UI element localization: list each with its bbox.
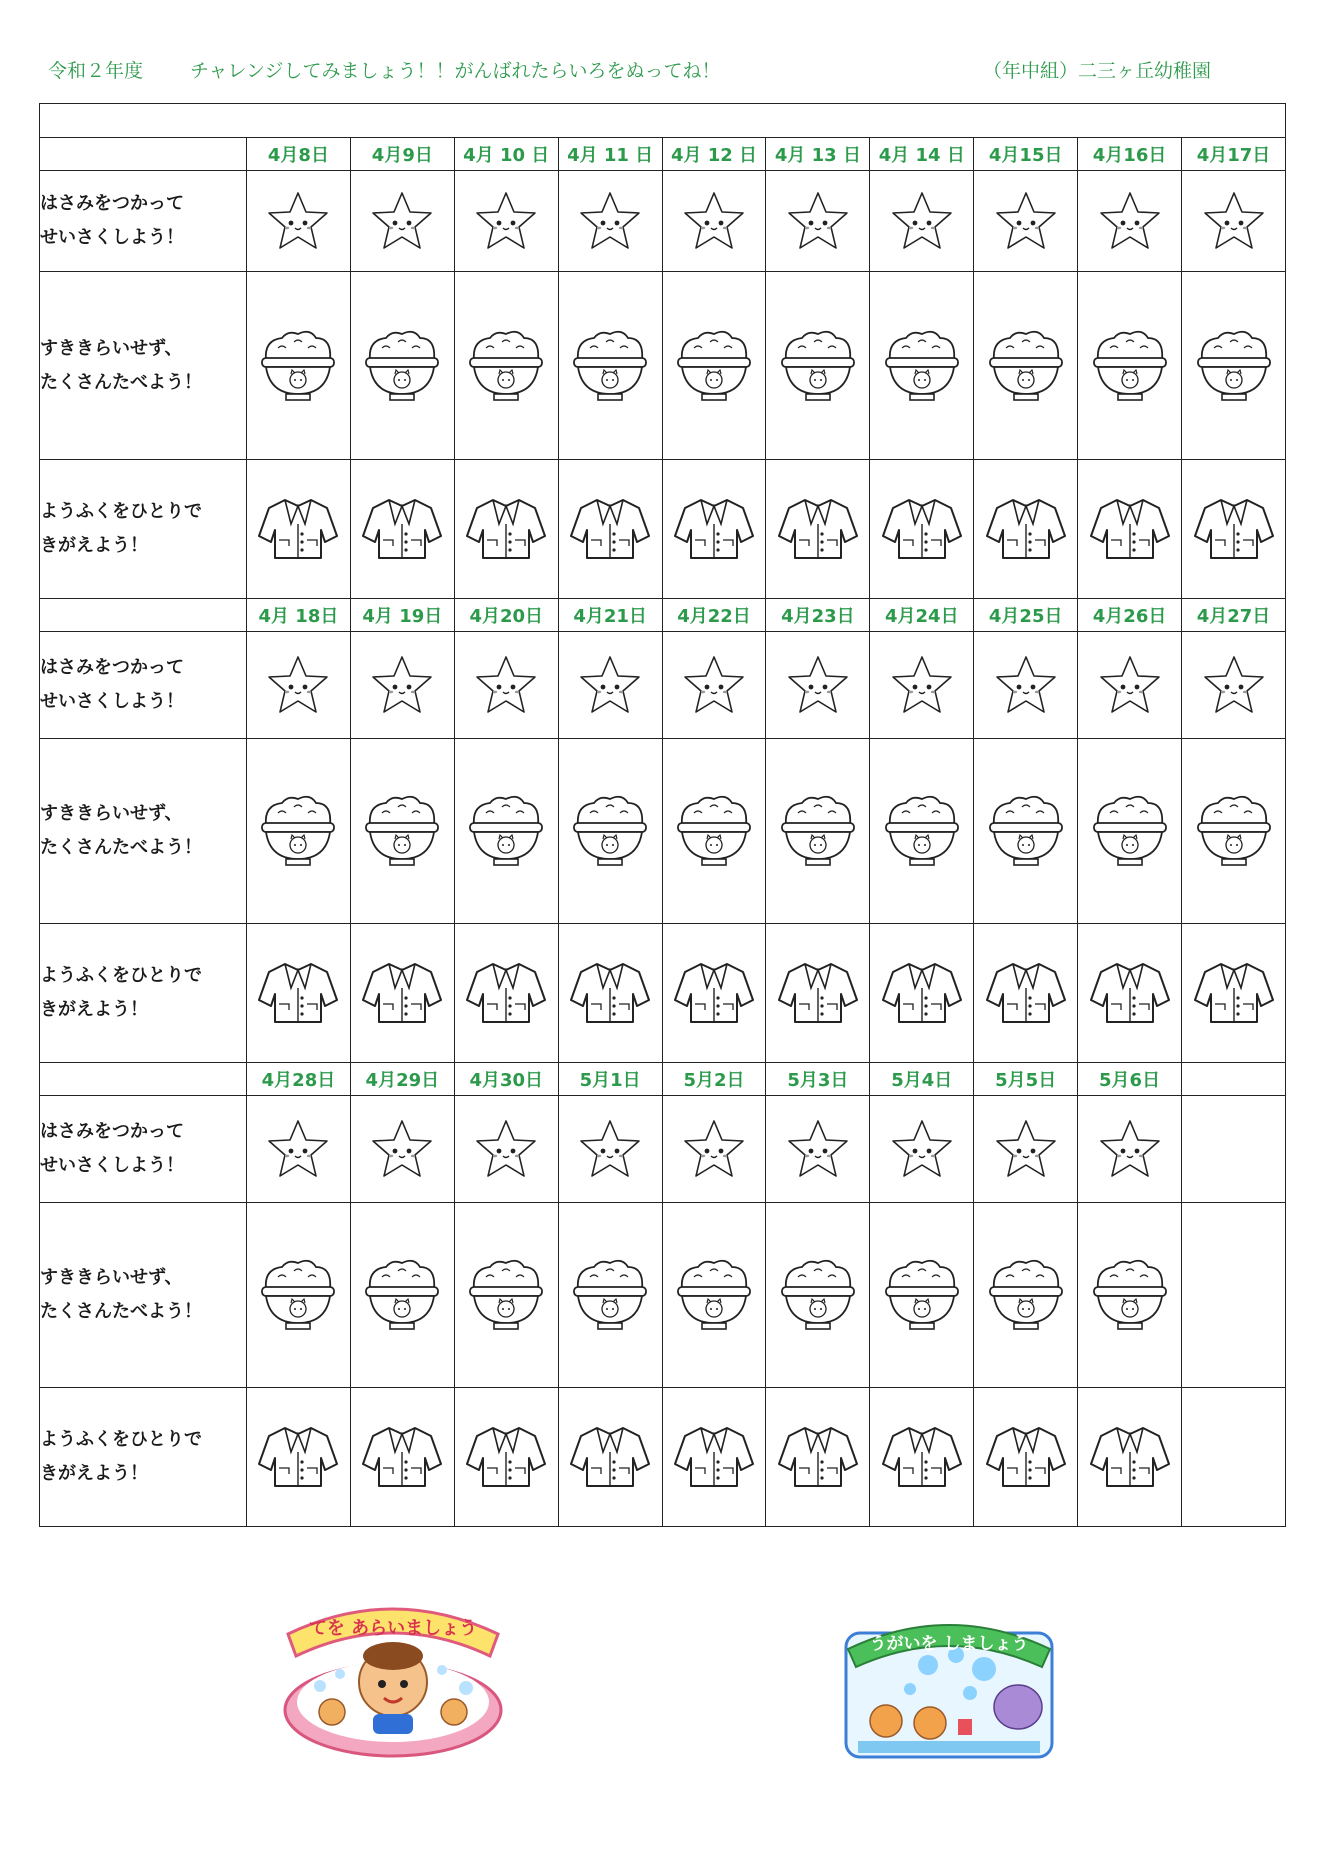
task-row-eat xyxy=(40,1203,1286,1388)
rice-bowl-icon xyxy=(1090,326,1170,406)
color-in-cell[interactable] xyxy=(350,1203,454,1388)
jacket-icon xyxy=(257,960,339,1026)
blank-header-row xyxy=(40,104,1286,138)
star-icon xyxy=(786,190,850,252)
color-in-cell[interactable] xyxy=(247,1096,351,1203)
star-icon xyxy=(578,1118,642,1180)
task-label-line: たくさんたべよう！ xyxy=(40,371,202,393)
jacket-icon xyxy=(985,960,1067,1026)
task-row-eat xyxy=(40,739,1286,924)
color-in-cell[interactable] xyxy=(1078,739,1182,924)
jacket-icon xyxy=(881,1424,963,1490)
star-icon xyxy=(786,654,850,716)
star-icon xyxy=(1202,190,1266,252)
jacket-icon xyxy=(1089,496,1171,562)
task-label-dress xyxy=(40,924,247,1063)
jacket-icon xyxy=(257,1424,339,1490)
date-cell: 4月8日 xyxy=(247,138,351,171)
jacket-icon xyxy=(985,496,1067,562)
color-in-cell[interactable] xyxy=(350,1388,454,1527)
color-in-cell[interactable] xyxy=(766,924,870,1063)
color-in-cell[interactable] xyxy=(974,171,1078,272)
rice-bowl-icon xyxy=(1090,1255,1170,1335)
color-in-cell[interactable] xyxy=(662,272,766,460)
color-in-cell[interactable] xyxy=(870,632,974,739)
rice-bowl-icon xyxy=(466,791,546,871)
date-cell: 5月4日 xyxy=(870,1063,974,1096)
date-cell: 4月22日 xyxy=(662,599,766,632)
rice-bowl-icon xyxy=(674,1255,754,1335)
star-icon xyxy=(578,190,642,252)
star-icon xyxy=(890,654,954,716)
rice-bowl-icon xyxy=(362,791,442,871)
task-label-scissors xyxy=(40,1096,247,1203)
color-in-cell[interactable] xyxy=(766,739,870,924)
date-cell: 4月 12 日 xyxy=(662,138,766,171)
color-in-cell[interactable] xyxy=(558,1096,662,1203)
date-cell xyxy=(1182,1063,1286,1096)
color-in-cell xyxy=(1182,1203,1286,1388)
color-in-cell[interactable] xyxy=(662,1388,766,1527)
color-in-cell[interactable] xyxy=(662,1096,766,1203)
date-cell: 4月29日 xyxy=(350,1063,454,1096)
handwash-badge xyxy=(280,1590,506,1762)
color-in-cell[interactable] xyxy=(870,924,974,1063)
color-in-cell[interactable] xyxy=(766,1203,870,1388)
color-in-cell[interactable] xyxy=(454,171,558,272)
color-in-cell[interactable] xyxy=(766,1096,870,1203)
color-in-cell[interactable] xyxy=(454,272,558,460)
date-cell: 4月26日 xyxy=(1078,599,1182,632)
rice-bowl-icon xyxy=(258,791,338,871)
star-icon xyxy=(474,190,538,252)
jacket-icon xyxy=(777,960,859,1026)
date-row xyxy=(40,1063,1286,1096)
task-label-line: せいさくしよう！ xyxy=(40,227,184,248)
color-in-cell xyxy=(1182,1388,1286,1527)
jacket-icon xyxy=(1089,960,1171,1026)
color-in-cell[interactable] xyxy=(247,924,351,1063)
rice-bowl-icon xyxy=(882,326,962,406)
star-icon xyxy=(994,1118,1058,1180)
date-row xyxy=(40,138,1286,171)
jacket-icon xyxy=(777,1424,859,1490)
color-in-cell[interactable] xyxy=(974,1096,1078,1203)
date-cell: 4月23日 xyxy=(766,599,870,632)
color-in-cell[interactable] xyxy=(870,1203,974,1388)
color-in-cell[interactable] xyxy=(350,460,454,599)
jacket-icon xyxy=(569,1424,651,1490)
rice-bowl-icon xyxy=(986,791,1066,871)
color-in-cell[interactable] xyxy=(247,1203,351,1388)
color-in-cell[interactable] xyxy=(870,171,974,272)
color-in-cell[interactable] xyxy=(247,171,351,272)
task-label-line: たくさんたべよう！ xyxy=(40,1301,202,1322)
task-label-line: はさみをつかって xyxy=(40,193,184,214)
date-cell: 4月 19日 xyxy=(350,599,454,632)
color-in-cell[interactable] xyxy=(1182,171,1286,272)
jacket-icon xyxy=(569,960,651,1026)
task-label-line: きがえよう！ xyxy=(40,999,148,1020)
jacket-icon xyxy=(361,960,443,1026)
rice-bowl-icon xyxy=(778,791,858,871)
color-in-cell[interactable] xyxy=(662,1203,766,1388)
task-label-dress xyxy=(40,460,247,599)
color-in-cell[interactable] xyxy=(454,739,558,924)
date-cell: 4月 14 日 xyxy=(870,138,974,171)
color-in-cell[interactable] xyxy=(1182,272,1286,460)
fiscal-year: 令和２年度 xyxy=(48,60,144,82)
date-cell: 4月 18日 xyxy=(247,599,351,632)
star-icon xyxy=(682,190,746,252)
task-label-line: ようふくをひとりで xyxy=(40,501,202,522)
task-label-line: ようふくをひとりで xyxy=(40,1429,202,1450)
date-cell: 4月25日 xyxy=(974,599,1078,632)
color-in-cell[interactable] xyxy=(766,272,870,460)
color-in-cell[interactable] xyxy=(1078,272,1182,460)
color-in-cell[interactable] xyxy=(974,924,1078,1063)
date-cell: 5月3日 xyxy=(766,1063,870,1096)
gargle-badge-text: うがいを しましょう xyxy=(869,1634,1029,1654)
color-in-cell[interactable] xyxy=(558,924,662,1063)
rice-bowl-icon xyxy=(258,326,338,406)
date-cell: 4月15日 xyxy=(974,138,1078,171)
date-cell: 4月27日 xyxy=(1182,599,1286,632)
task-label-line: すききらいせず、 xyxy=(40,803,183,824)
rice-bowl-icon xyxy=(258,1255,338,1335)
challenge-table xyxy=(39,103,1286,1527)
color-in-cell[interactable] xyxy=(1078,632,1182,739)
color-in-cell[interactable] xyxy=(974,272,1078,460)
date-cell: 5月5日 xyxy=(974,1063,1078,1096)
date-cell: 4月21日 xyxy=(558,599,662,632)
date-cell: 4月 11 日 xyxy=(558,138,662,171)
rice-bowl-icon xyxy=(570,326,650,406)
jacket-icon xyxy=(985,1424,1067,1490)
task-label-line: すききらいせず、 xyxy=(40,1267,183,1288)
rice-bowl-icon xyxy=(570,1255,650,1335)
rice-bowl-icon xyxy=(1090,791,1170,871)
task-row-dress xyxy=(40,924,1286,1063)
date-cell: 5月1日 xyxy=(558,1063,662,1096)
task-label-eat xyxy=(40,272,247,460)
jacket-icon xyxy=(777,496,859,562)
color-in-cell[interactable] xyxy=(454,1388,558,1527)
page-title: チャレンジしてみましょう！！がんばれたらいろをぬってね！ xyxy=(190,60,721,82)
task-label-line: ようふくをひとりで xyxy=(40,965,202,986)
star-icon xyxy=(266,190,330,252)
color-in-cell[interactable] xyxy=(350,1096,454,1203)
star-icon xyxy=(266,1118,330,1180)
rice-bowl-icon xyxy=(674,791,754,871)
date-cell: 5月6日 xyxy=(1078,1063,1182,1096)
color-in-cell[interactable] xyxy=(454,632,558,739)
star-icon xyxy=(1098,1118,1162,1180)
star-icon xyxy=(786,1118,850,1180)
task-label-line: せいさくしよう！ xyxy=(40,1155,184,1176)
color-in-cell[interactable] xyxy=(766,460,870,599)
task-label-line: すききらいせず、 xyxy=(40,337,183,359)
color-in-cell[interactable] xyxy=(974,460,1078,599)
color-in-cell xyxy=(1182,1096,1286,1203)
date-row xyxy=(40,599,1286,632)
jacket-icon xyxy=(361,496,443,562)
color-in-cell[interactable] xyxy=(454,924,558,1063)
date-cell: 5月2日 xyxy=(662,1063,766,1096)
color-in-cell[interactable] xyxy=(247,1388,351,1527)
task-row-scissors xyxy=(40,1096,1286,1203)
color-in-cell[interactable] xyxy=(1078,460,1182,599)
rice-bowl-icon xyxy=(466,1255,546,1335)
color-in-cell[interactable] xyxy=(558,632,662,739)
rice-bowl-icon xyxy=(778,1255,858,1335)
star-icon xyxy=(994,654,1058,716)
color-in-cell[interactable] xyxy=(350,739,454,924)
rice-bowl-icon xyxy=(570,791,650,871)
color-in-cell[interactable] xyxy=(974,1203,1078,1388)
star-icon xyxy=(370,190,434,252)
color-in-cell[interactable] xyxy=(247,739,351,924)
jacket-icon xyxy=(465,1424,547,1490)
star-icon xyxy=(682,1118,746,1180)
jacket-icon xyxy=(1193,960,1275,1026)
handwash-badge-text: てを あらいましょう xyxy=(308,1618,478,1639)
color-in-cell[interactable] xyxy=(766,171,870,272)
task-label-line: はさみをつかって xyxy=(40,1121,184,1142)
color-in-cell[interactable] xyxy=(350,924,454,1063)
rice-bowl-icon xyxy=(674,326,754,406)
star-icon xyxy=(474,654,538,716)
star-icon xyxy=(474,1118,538,1180)
color-in-cell[interactable] xyxy=(974,632,1078,739)
star-icon xyxy=(682,654,746,716)
jacket-icon xyxy=(465,960,547,1026)
task-row-scissors xyxy=(40,171,1286,272)
color-in-cell[interactable] xyxy=(350,632,454,739)
color-in-cell[interactable] xyxy=(1078,1203,1182,1388)
jacket-icon xyxy=(465,496,547,562)
color-in-cell[interactable] xyxy=(247,272,351,460)
task-label-line: はさみをつかって xyxy=(40,657,184,678)
color-in-cell[interactable] xyxy=(247,632,351,739)
color-in-cell[interactable] xyxy=(662,924,766,1063)
star-icon xyxy=(578,654,642,716)
color-in-cell[interactable] xyxy=(1182,632,1286,739)
date-cell: 4月 13 日 xyxy=(766,138,870,171)
date-cell: 4月24日 xyxy=(870,599,974,632)
color-in-cell[interactable] xyxy=(766,1388,870,1527)
rice-bowl-icon xyxy=(778,326,858,406)
task-label-eat xyxy=(40,739,247,924)
date-cell: 4月 10 日 xyxy=(454,138,558,171)
task-label-line: きがえよう！ xyxy=(40,535,148,556)
color-in-cell[interactable] xyxy=(766,632,870,739)
task-label-line: たくさんたべよう！ xyxy=(40,837,202,858)
star-icon xyxy=(1202,654,1266,716)
color-in-cell[interactable] xyxy=(454,460,558,599)
rice-bowl-icon xyxy=(1194,791,1274,871)
rice-bowl-icon xyxy=(882,791,962,871)
star-icon xyxy=(370,1118,434,1180)
color-in-cell[interactable] xyxy=(350,272,454,460)
rice-bowl-icon xyxy=(986,1255,1066,1335)
color-in-cell[interactable] xyxy=(558,171,662,272)
star-icon xyxy=(890,1118,954,1180)
date-cell: 4月17日 xyxy=(1182,138,1286,171)
star-icon xyxy=(370,654,434,716)
rice-bowl-icon xyxy=(362,1255,442,1335)
task-label-scissors xyxy=(40,171,247,272)
task-label-line: きがえよう！ xyxy=(40,1463,148,1484)
color-in-cell[interactable] xyxy=(1078,1096,1182,1203)
star-icon xyxy=(1098,190,1162,252)
jacket-icon xyxy=(361,1424,443,1490)
color-in-cell[interactable] xyxy=(870,739,974,924)
color-in-cell[interactable] xyxy=(662,739,766,924)
rice-bowl-icon xyxy=(986,326,1066,406)
color-in-cell[interactable] xyxy=(1182,924,1286,1063)
gargle-badge xyxy=(838,1603,1060,1763)
date-cell: 4月28日 xyxy=(247,1063,351,1096)
jacket-icon xyxy=(881,960,963,1026)
task-row-scissors xyxy=(40,632,1286,739)
color-in-cell[interactable] xyxy=(662,171,766,272)
color-in-cell[interactable] xyxy=(1078,1388,1182,1527)
date-cell: 4月9日 xyxy=(350,138,454,171)
color-in-cell[interactable] xyxy=(870,1388,974,1527)
jacket-icon xyxy=(673,496,755,562)
date-cell: 4月20日 xyxy=(454,599,558,632)
star-icon xyxy=(890,190,954,252)
rice-bowl-icon xyxy=(882,1255,962,1335)
task-label-eat xyxy=(40,1203,247,1388)
task-label-scissors xyxy=(40,632,247,739)
color-in-cell[interactable] xyxy=(247,460,351,599)
color-in-cell[interactable] xyxy=(870,272,974,460)
jacket-icon xyxy=(569,496,651,562)
jacket-icon xyxy=(673,1424,755,1490)
rice-bowl-icon xyxy=(362,326,442,406)
jacket-icon xyxy=(881,496,963,562)
star-icon xyxy=(266,654,330,716)
page-header xyxy=(48,56,1275,82)
star-icon xyxy=(994,190,1058,252)
jacket-icon xyxy=(1193,496,1275,562)
color-in-cell[interactable] xyxy=(870,460,974,599)
color-in-cell[interactable] xyxy=(558,1388,662,1527)
task-label-dress xyxy=(40,1388,247,1527)
rice-bowl-icon xyxy=(466,326,546,406)
color-in-cell[interactable] xyxy=(974,739,1078,924)
jacket-icon xyxy=(257,496,339,562)
color-in-cell[interactable] xyxy=(870,1096,974,1203)
color-in-cell[interactable] xyxy=(558,1203,662,1388)
color-in-cell[interactable] xyxy=(662,460,766,599)
color-in-cell[interactable] xyxy=(558,460,662,599)
school-name: （年中組）二三ヶ丘幼稚園 xyxy=(983,60,1212,82)
color-in-cell[interactable] xyxy=(1182,739,1286,924)
color-in-cell[interactable] xyxy=(454,1096,558,1203)
task-label-line: せいさくしよう！ xyxy=(40,691,184,712)
date-cell: 4月16日 xyxy=(1078,138,1182,171)
jacket-icon xyxy=(1089,1424,1171,1490)
color-in-cell[interactable] xyxy=(1078,924,1182,1063)
color-in-cell[interactable] xyxy=(454,1203,558,1388)
color-in-cell[interactable] xyxy=(558,739,662,924)
task-row-eat xyxy=(40,272,1286,460)
date-cell: 4月30日 xyxy=(454,1063,558,1096)
color-in-cell[interactable] xyxy=(350,171,454,272)
jacket-icon xyxy=(673,960,755,1026)
color-in-cell[interactable] xyxy=(662,632,766,739)
task-row-dress xyxy=(40,460,1286,599)
rice-bowl-icon xyxy=(1194,326,1274,406)
color-in-cell[interactable] xyxy=(558,272,662,460)
color-in-cell[interactable] xyxy=(974,1388,1078,1527)
task-row-dress xyxy=(40,1388,1286,1527)
color-in-cell[interactable] xyxy=(1182,460,1286,599)
color-in-cell[interactable] xyxy=(1078,171,1182,272)
star-icon xyxy=(1098,654,1162,716)
